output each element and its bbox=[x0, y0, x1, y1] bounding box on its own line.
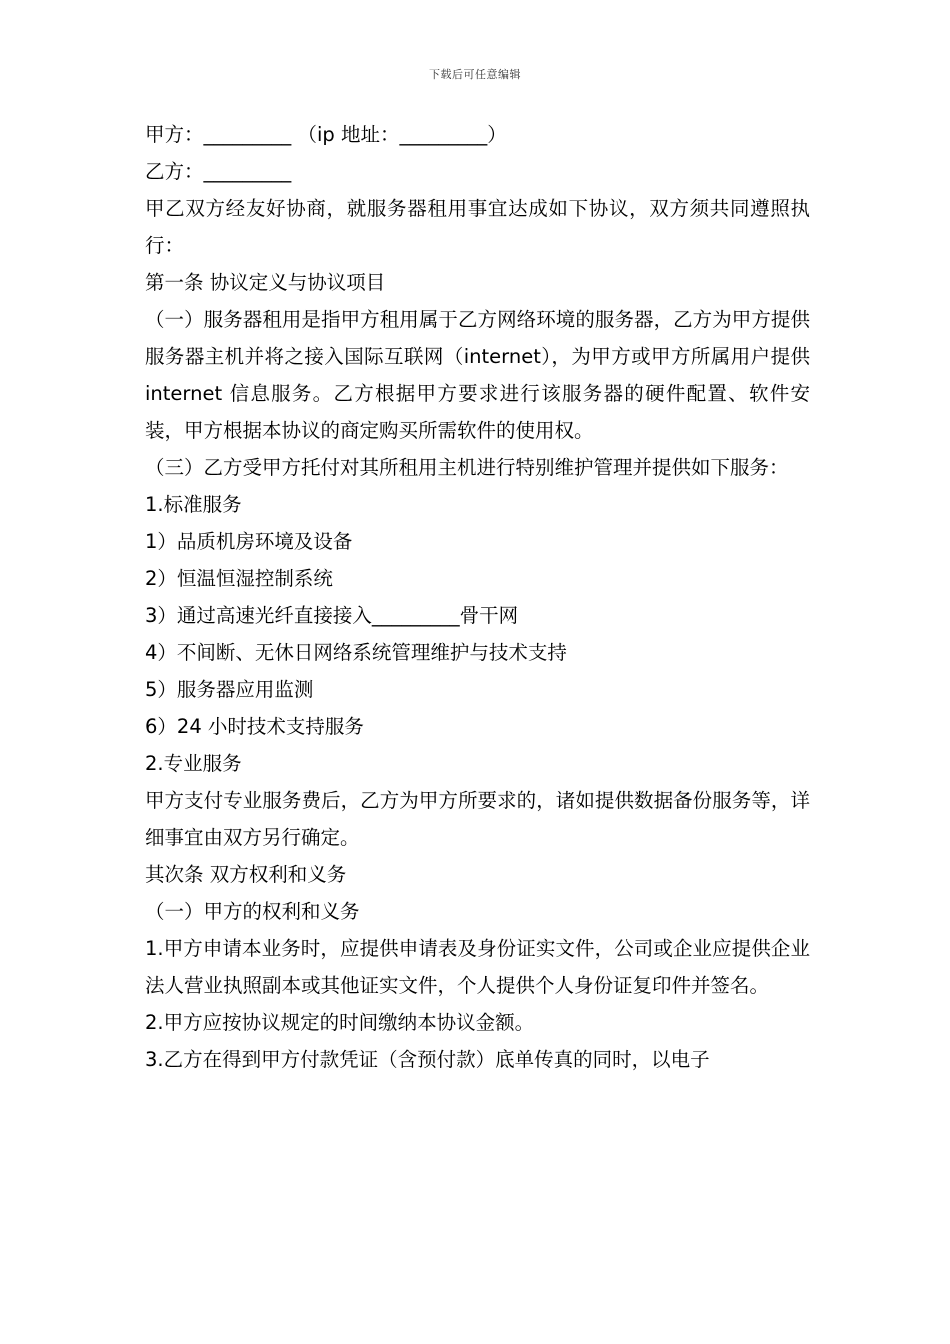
service-item-6: 6）24 小时技术支持服务 bbox=[145, 715, 364, 738]
party-a-duty-3: 3.乙方在得到甲方付款凭证（含预付款）底单传真的同时，以电子 bbox=[145, 1048, 710, 1071]
party-a-rights-heading: （一）甲方的权利和义务 bbox=[145, 900, 360, 923]
document-body bbox=[145, 116, 810, 1078]
service-item-5: 5）服务器应用监测 bbox=[145, 678, 314, 701]
article-1-clause-1: （一）服务器租用是指甲方租用属于乙方网络环境的服务器，乙方为甲方提供服务器主机并将之接入国际互联网（internet），为甲方或甲方所属用户提供 internet 信息服务。乙方根据甲方要求进行该服务器的硬件配置、软件安装，甲方根据本协议的商定购买所需软件的使用权。 bbox=[145, 308, 810, 442]
professional-service-heading: 2.专业服务 bbox=[145, 752, 242, 775]
party-a-duty-2: 2.甲方应按协议规定的时间缴纳本协议金额。 bbox=[145, 1011, 535, 1034]
service-item-3: 3）通过高速光纤直接接入_________骨干网 bbox=[145, 604, 519, 627]
service-item-1: 1）品质机房环境及设备 bbox=[145, 530, 353, 553]
article-1-heading: 第一条 协议定义与协议项目 bbox=[145, 271, 386, 294]
service-item-2: 2）恒温恒湿控制系统 bbox=[145, 567, 333, 590]
party-a-duty-1: 1.甲方申请本业务时，应提供申请表及身份证实文件，公司或企业应提供企业法人营业执照副本或其他证实文件，个人提供个人身份证复印件并签名。 bbox=[145, 937, 810, 997]
professional-service-paragraph: 甲方支付专业服务费后，乙方为甲方所要求的，诸如提供数据备份服务等，详细事宜由双方另行确定。 bbox=[145, 789, 810, 849]
page-header: 下载后可任意编辑 bbox=[429, 68, 521, 81]
standard-service-heading: 1.标准服务 bbox=[145, 493, 242, 516]
party-b-line: 乙方：_________ bbox=[145, 160, 292, 183]
party-a-line: 甲方：_________ （ip 地址：_________） bbox=[145, 123, 507, 146]
preamble-paragraph: 甲乙双方经友好协商，就服务器租用事宜达成如下协议，双方须共同遵照执行： bbox=[145, 197, 810, 257]
article-2-heading: 其次条 双方权利和义务 bbox=[145, 863, 347, 886]
article-1-clause-3: （三）乙方受甲方托付对其所租用主机进行特别维护管理并提供如下服务： bbox=[145, 456, 789, 479]
service-item-4: 4）不间断、无休日网络系统管理维护与技术支持 bbox=[145, 641, 567, 664]
